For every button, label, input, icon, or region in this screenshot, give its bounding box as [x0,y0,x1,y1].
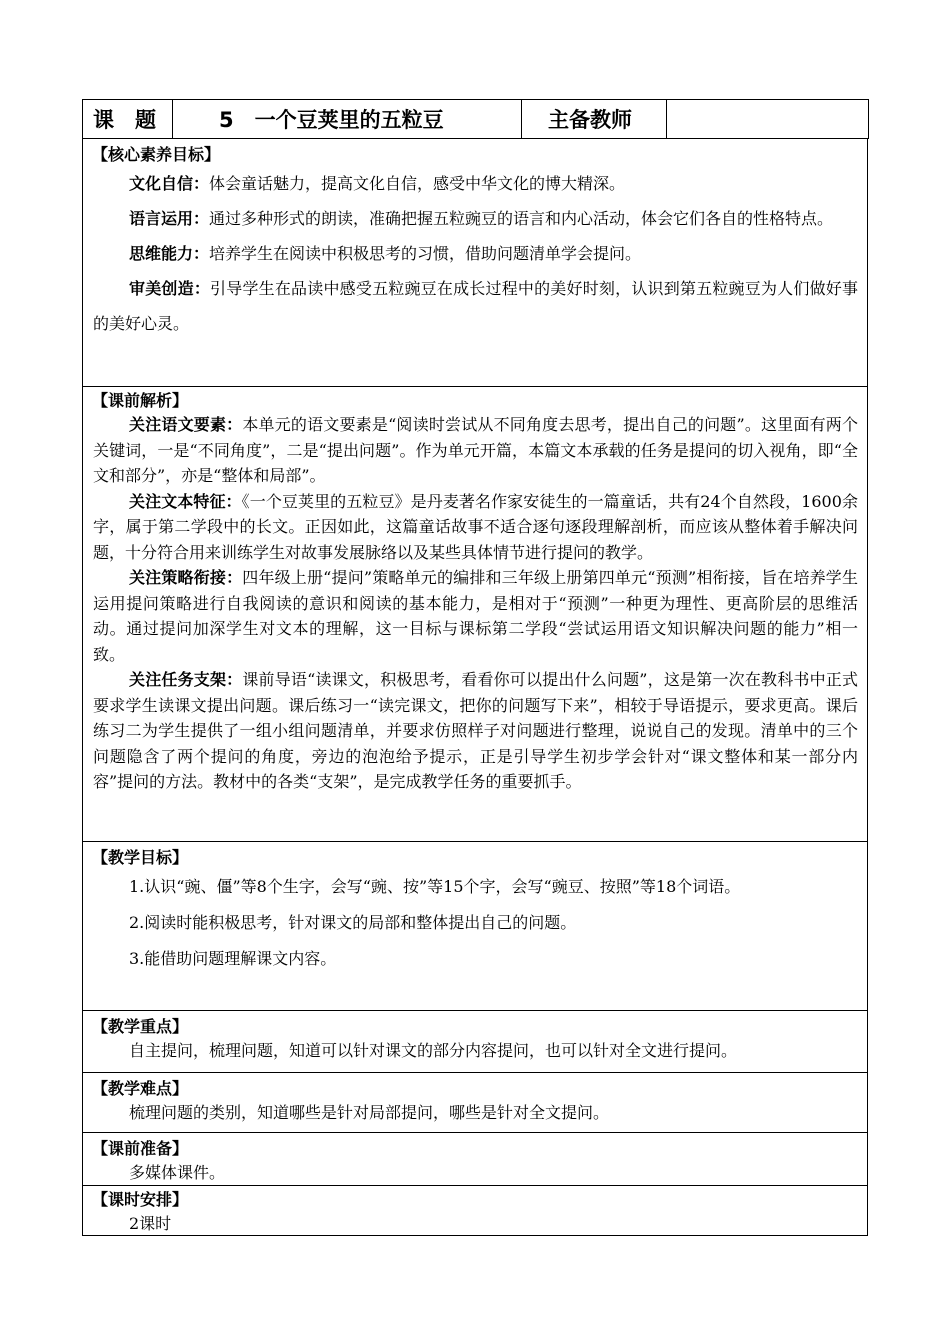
section-title: 【核心素养目标】 [92,145,221,164]
analysis-text: 课前导语“读课文，积极思考，看看你可以提出什么问题”，这是第一次在教科书中正式要求学生读课文提出问题。课后练习一“读完课文，把你的问题写下来”，相较于导语提示，要求更高。课后练习二为学生提供了一组小组问题清单，并要求仿照样子对问题进行整理，说说自己的发现。清单中的三个问题隐含了两个提问的角度，旁边的泡泡给予提示，正是引导学生初步学会针对“课文整体和某一部分内容”提问的方法。教材中的各类“支架”，是完成教学任务的重要抓手。 [93,670,858,791]
teaching-goal-item: 1.认识“豌、僵”等8个生字，会写“豌、按”等15个字，会写“豌豆、按照”等18个词语。 [129,877,741,896]
pre-analysis-section [82,387,868,842]
analysis-item [83,565,867,667]
analysis-text: 四年级上册“提问”策略单元的编排和三年级上册第四单元“预测”相衔接，旨在培养学生运用提问策略进行自我阅读的意识和阅读的基本能力，是相对于“预测”一种更为理性、更高阶层的思维活动。通过提问加深学生对文本的理解，这一目标与课标第二学段“尝试运用语文知识解决问题的能力”相一致。 [93,568,858,664]
key-points-section [82,1011,868,1073]
goal-item [83,271,867,341]
goal-label: 思维能力： [129,244,210,263]
teaching-goals-section [82,842,868,1011]
section-title: 【教学重点】 [92,1017,189,1036]
section-title: 【课前解析】 [92,391,189,410]
analysis-item [83,412,867,489]
analysis-item [83,489,867,566]
goal-label: 审美创造： [129,279,211,298]
goal-item [83,236,867,271]
analysis-item [83,667,867,795]
analysis-text: 《一个豆荚里的五粒豆》是丹麦著名作家安徒生的一篇童话，共有24个自然段，1600余字，属于第二学段中的长文。正因如此，这篇童话故事不适合逐句逐段理解剖析，而应该从整体着手解决问题，十分符合用来训练学生对故事发展脉络以及某些具体情节进行提问的教学。 [93,491,858,562]
goal-label: 语言运用： [129,209,210,228]
key-points-text: 自主提问，梳理问题，知道可以针对课文的部分内容提问，也可以针对全文进行提问。 [129,1041,738,1060]
goal-text: 通过多种形式的朗读，准确把握五粒豌豆的语言和内心活动，体会它们各自的性格特点。 [209,209,834,228]
teacher-value[interactable] [667,100,869,139]
analysis-label: 关注文本特征： [129,491,242,511]
subject-label: 课 题 [83,100,173,139]
teaching-goal-item: 2.阅读时能积极思考，针对课文的局部和整体提出自己的问题。 [129,913,577,932]
header-table [82,99,869,139]
analysis-label: 关注语文要素： [129,415,243,434]
goal-text: 培养学生在阅读中积极思考的习惯，借助问题清单学会提问。 [209,244,642,263]
difficulties-section [82,1073,868,1133]
section-title: 【课时安排】 [92,1190,189,1209]
schedule-text: 2课时 [129,1214,172,1233]
analysis-text: 本单元的语文要素是“阅读时尝试从不同角度去思考，提出自己的问题”。这里面有两个关键词，一是“不同角度”，二是“提出问题”。作为单元开篇，本篇文本承载的任务是提问的切入视角，即“全文和部分”，亦是“整体和局部”。 [93,415,858,485]
goal-label: 文化自信： [129,174,210,193]
section-title: 【教学目标】 [92,848,189,867]
goal-item [83,201,867,236]
goal-text: 引导学生在品读中感受五粒豌豆在成长过程中的美好时刻，认识到第五粒豌豆为人们做好事的美好心灵。 [93,279,858,333]
lesson-plan [82,99,868,1236]
difficulties-text: 梳理问题的类别，知道哪些是针对局部提问，哪些是针对全文提问。 [129,1103,610,1122]
lesson-title: 5 一个豆荚里的五粒豆 [173,100,522,139]
goal-text: 体会童话魅力，提高文化自信，感受中华文化的博大精深。 [209,174,626,193]
analysis-label: 关注任务支架： [129,670,243,689]
analysis-label: 关注策略衔接： [129,568,243,587]
teacher-label: 主备教师 [522,100,667,139]
teaching-goal-item: 3.能借助问题理解课文内容。 [129,949,337,968]
core-goals-section [82,139,868,387]
section-title: 【教学难点】 [92,1079,189,1098]
section-title: 【课前准备】 [92,1139,189,1158]
goal-item [83,166,867,201]
preparation-section [82,1133,868,1186]
preparation-text: 多媒体课件。 [129,1163,226,1182]
schedule-section [82,1186,868,1236]
